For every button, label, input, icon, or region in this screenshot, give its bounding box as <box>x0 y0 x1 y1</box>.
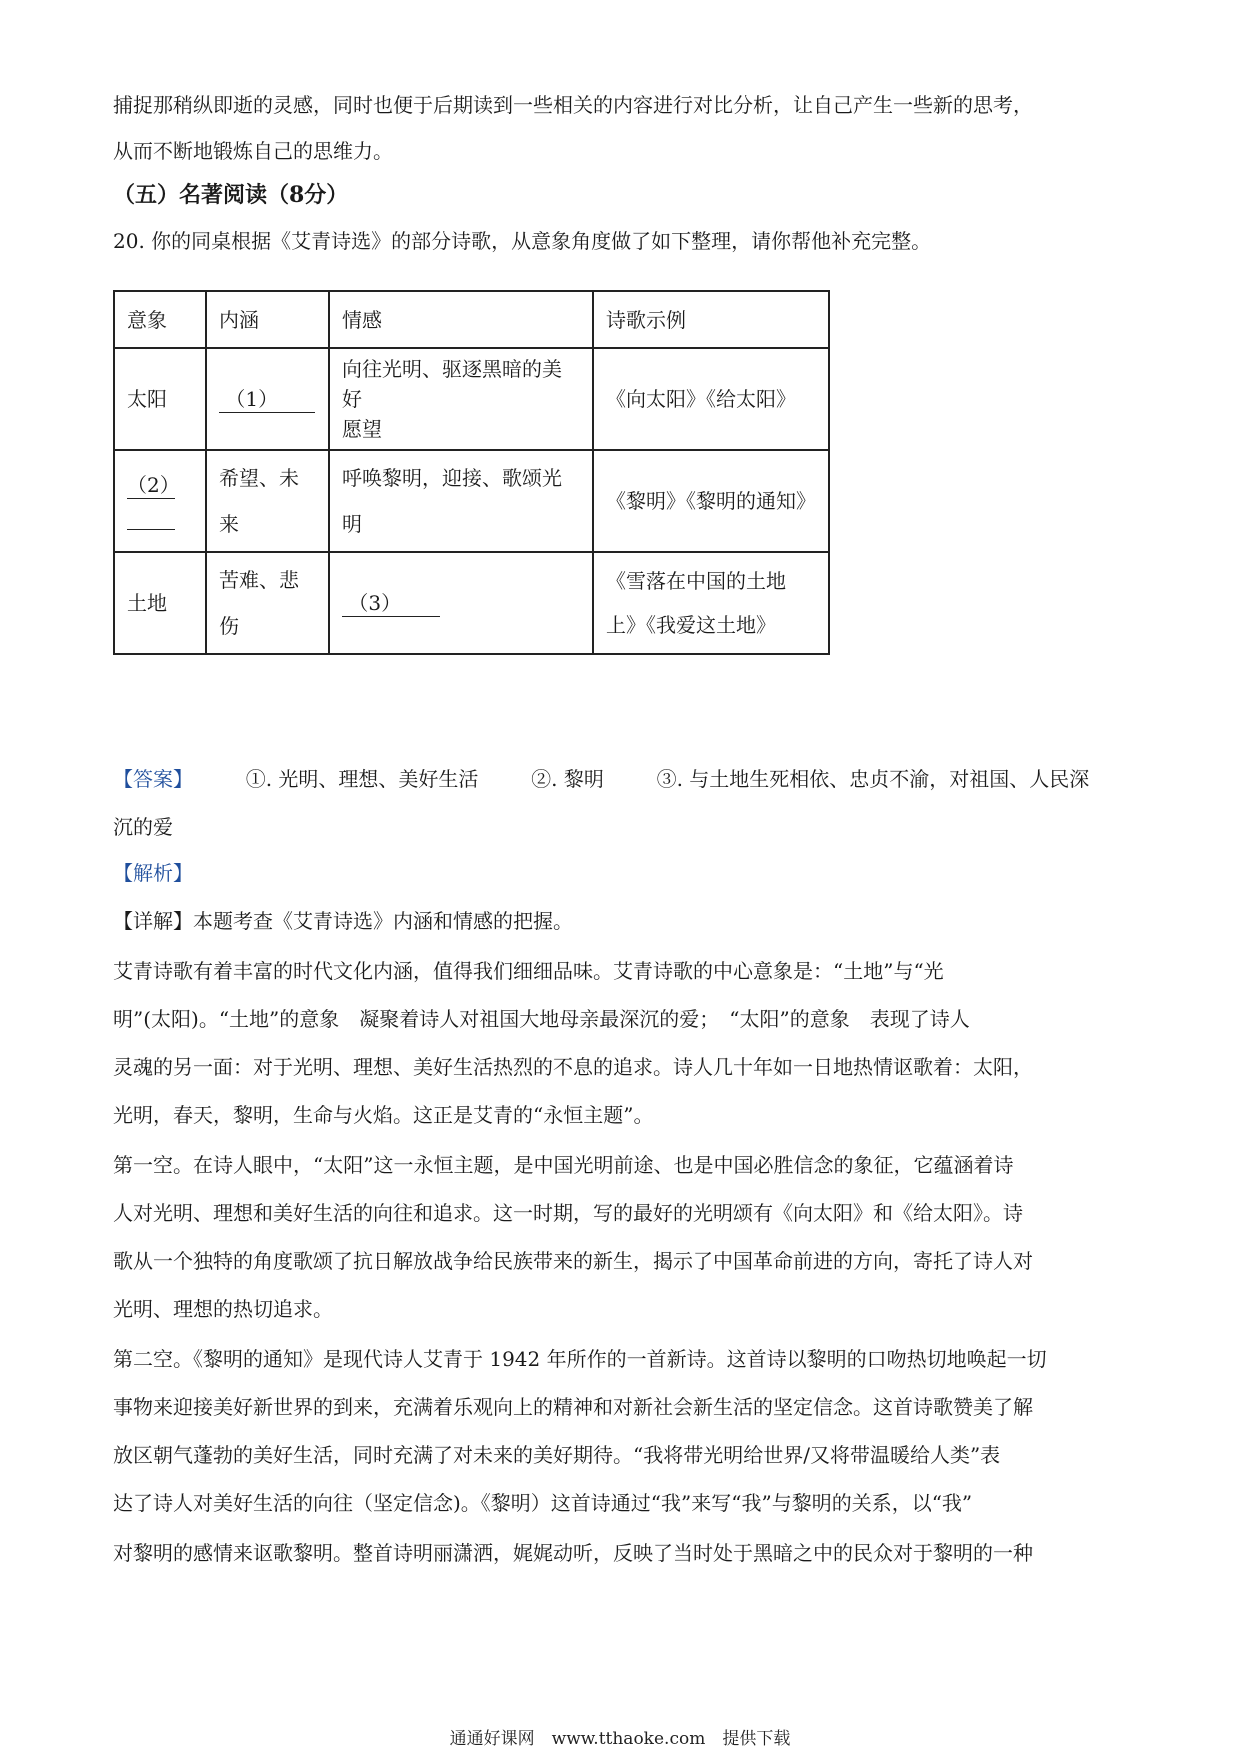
row2-imagery-cell <box>114 450 206 552</box>
detail-line: 达了诗人对美好生活的向往（坚定信念)。《黎明）这首诗通过“我”来写“我”与黎明的关系，以“我” <box>113 1491 973 1515</box>
header-imagery: 意象 <box>114 291 206 348</box>
section-heading: （五）名著阅读（8分） <box>113 182 349 208</box>
header-meaning: 内涵 <box>206 291 329 348</box>
row1-emotion <box>329 348 593 450</box>
header-emotion: 情感 <box>329 291 593 348</box>
detail-line: 光明，春天，黎明，生命与火焰。这正是艾青的“永恒主题”。 <box>113 1103 654 1127</box>
analysis-label: 【解析】 <box>113 861 193 885</box>
table-row <box>114 348 829 450</box>
answer-item-3: ③. 与土地生死相依、忠贞不渝，对祖国、人民深 <box>656 767 1090 791</box>
blank-3[interactable] <box>342 590 440 617</box>
detail-line: 对黎明的感情来讴歌黎明。整首诗明丽潇洒，娓娓动听，反映了当时处于黑暗之中的民众对于黎明的一种 <box>113 1541 1033 1565</box>
row3-imagery: 土地 <box>114 552 206 654</box>
blank-3-label: （3） <box>348 591 402 615</box>
blank-1[interactable] <box>219 386 315 413</box>
detail-line: 事物来迎接美好新世界的到来，充满着乐观向上的精神和对新社会新生活的坚定信念。这首诗歌赞美了解 <box>113 1395 1033 1419</box>
row2-emotion: 呼唤黎明，迎接、歌颂光明 <box>329 450 593 552</box>
detail-line: 灵魂的另一面：对于光明、理想、美好生活热烈的不息的追求。诗人几十年如一日地热情讴歌着：太阳， <box>113 1055 1033 1079</box>
row1-meaning-cell <box>206 348 329 450</box>
imagery-table <box>113 290 830 655</box>
table-row <box>114 552 829 654</box>
answer-cont: 沉的爱 <box>113 815 173 839</box>
answer-item-2: ②. 黎明 <box>531 767 604 791</box>
detail-line: 歌从一个独特的角度歌颂了抗日解放战争给民族带来的新生，揭示了中国革命前进的方向，寄托了诗人对 <box>113 1249 1033 1273</box>
blank-1-label: （1） <box>225 387 279 411</box>
answer-label: 【答案】 <box>113 767 193 791</box>
row3-emotion-cell <box>329 552 593 654</box>
answer-line <box>113 764 1089 794</box>
detail-line: 【详解】本题考查《艾青诗选》内涵和情感的把握。 <box>113 909 573 933</box>
table-row <box>114 450 829 552</box>
detail-line: 第二空。《黎明的通知》是现代诗人艾青于 1942 年所作的一首新诗。这首诗以黎明的口吻热切地唤起一切 <box>113 1347 1047 1371</box>
detail-line: 艾青诗歌有着丰富的时代文化内涵，值得我们细细品味。艾青诗歌的中心意象是：“土地”与“光 <box>113 959 944 983</box>
row1-emotion-line1: 向往光明、驱逐黑暗的美好 <box>342 357 562 411</box>
detail-line: 明”(太阳)。“土地”的意象 凝聚着诗人对祖国大地母亲最深沉的爱； “太阳”的意象 表现了诗人 <box>113 1007 970 1031</box>
row2-example: 《黎明》《黎明的通知》 <box>593 450 829 552</box>
blank-2-underline <box>127 499 175 530</box>
detail-line: 光明、理想的热切追求。 <box>113 1297 333 1321</box>
header-example: 诗歌示例 <box>593 291 829 348</box>
row1-emotion-line2: 愿望 <box>342 417 382 441</box>
row1-example: 《向太阳》《给太阳》 <box>593 348 829 450</box>
answer-item-1: ①. 光明、理想、美好生活 <box>245 767 479 791</box>
intro-line-2: 从而不断地锻炼自己的思维力。 <box>113 139 393 163</box>
page-footer: 通通好课网 www.tthaoke.com 提供下载 <box>449 1729 791 1749</box>
blank-2-label: （2） <box>127 473 180 497</box>
detail-line: 第一空。在诗人眼中，“太阳”这一永恒主题，是中国光明前途、也是中国必胜信念的象征，它蕴涵着诗 <box>113 1153 1014 1177</box>
row2-meaning: 希望、未来 <box>206 450 329 552</box>
row3-example-line1: 《雪落在中国的土地 <box>606 569 786 593</box>
intro-line-1: 捕捉那稍纵即逝的灵感，同时也便于后期读到一些相关的内容进行对比分析，让自己产生一些新的思考， <box>113 93 1033 117</box>
row3-meaning: 苦难、悲伤 <box>206 552 329 654</box>
detail-line: 人对光明、理想和美好生活的向往和追求。这一时期，写的最好的光明颂有《向太阳》和《给太阳》。诗 <box>113 1201 1023 1225</box>
blank-2[interactable] <box>127 472 180 499</box>
row3-example <box>593 552 829 654</box>
row1-imagery: 太阳 <box>114 348 206 450</box>
question-20: 20. 你的同桌根据《艾青诗选》的部分诗歌，从意象角度做了如下整理，请你帮他补充完整。 <box>113 229 932 253</box>
table-header-row <box>114 291 829 348</box>
detail-line: 放区朝气蓬勃的美好生活，同时充满了对未来的美好期待。“我将带光明给世界/又将带温暖给人类”表 <box>113 1443 1001 1467</box>
row3-example-line2: 上》《我爱这土地》 <box>606 613 776 637</box>
